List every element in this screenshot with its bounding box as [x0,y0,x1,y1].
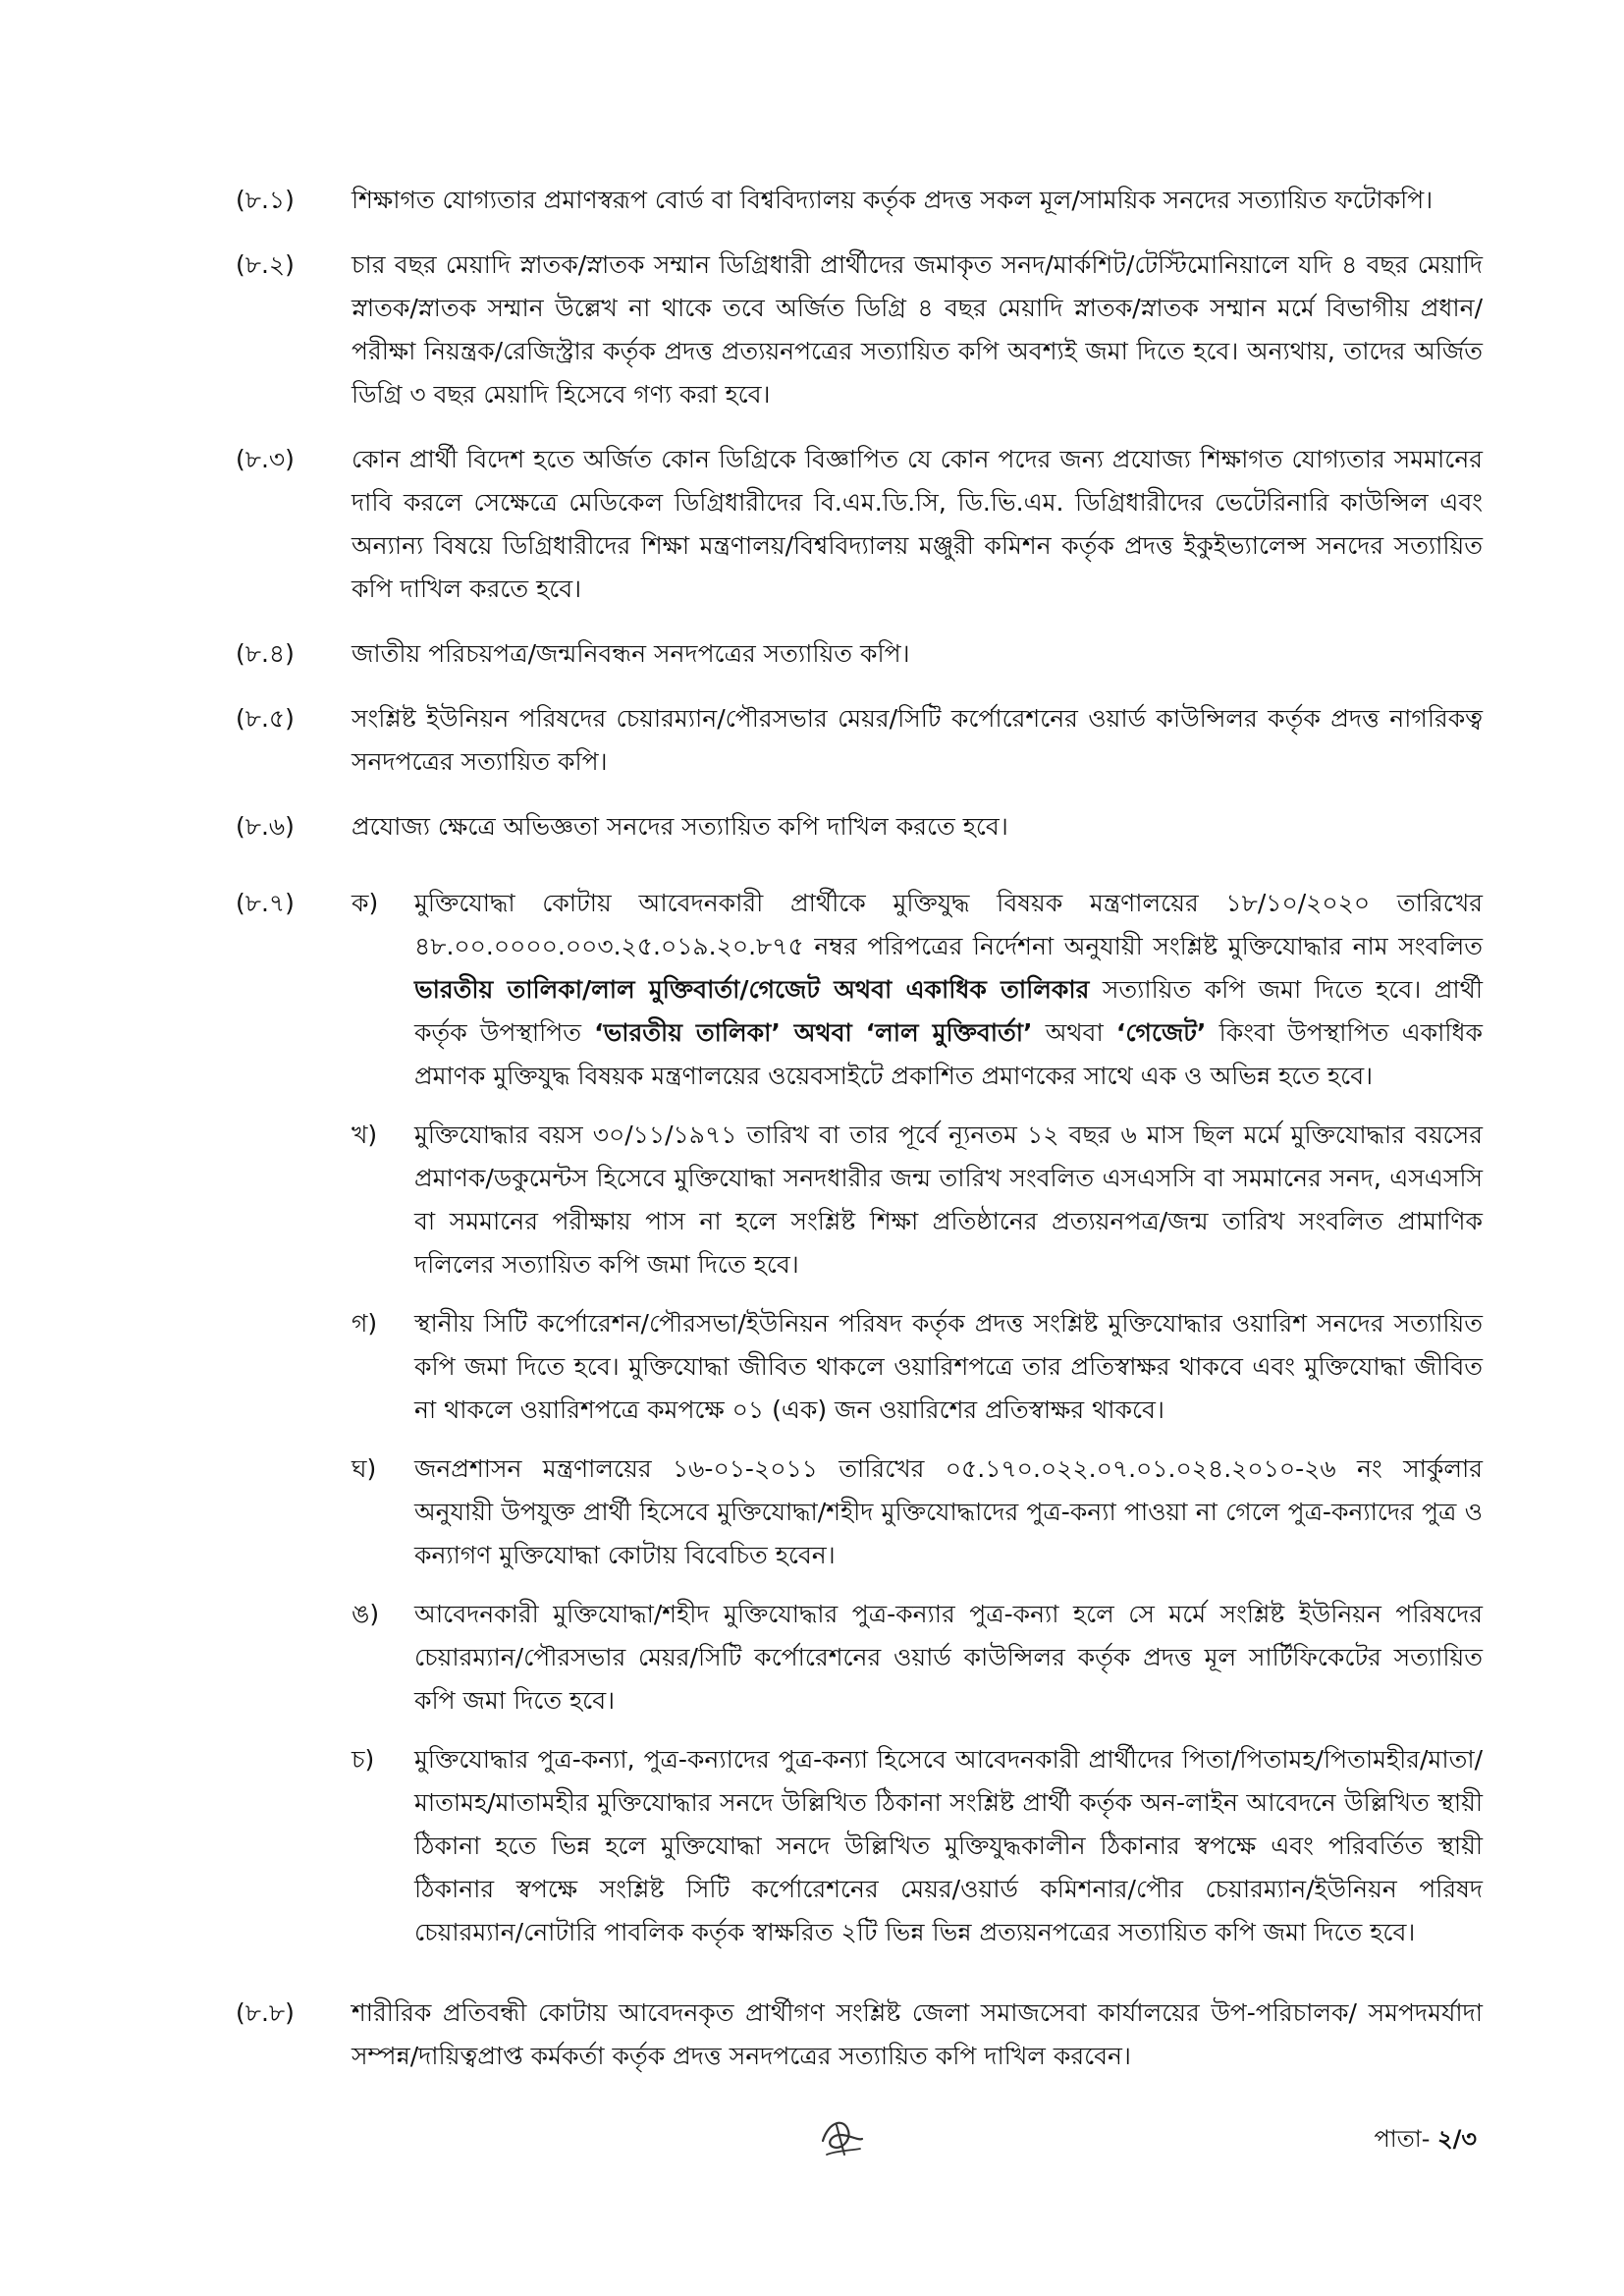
sub-item-label: ঘ) [352,1454,377,1483]
sub-item [352,1738,1483,1954]
sub-item-label: খ) [352,1121,378,1149]
sub-item-text [414,882,1483,1098]
list-item [236,1992,1483,2078]
text-run: অথবা [1032,1018,1116,1047]
item-text: শিক্ষাগত যোগ্যতার প্রমাণস্বরূপ বোর্ড বা বিশ্ববিদ্যালয় কর্তৃক প্রদত্ত সকল মূল/সাময়িক সনদের সত্যায়িত ফটোকপি। [352,186,1434,214]
freedom-fighter-quota-item [236,882,1483,1970]
sub-item-label: ঙ) [352,1600,380,1628]
page-number [1375,2121,1478,2160]
sub-item [352,1302,1483,1432]
sub-item [352,1593,1483,1722]
item-number: (৮.৪) [236,639,295,668]
bold-text-run: ভারতীয় তালিকা/লাল মুক্তিবার্তা/গেজেট অথবা একাধিক তালিকার [414,975,1090,1004]
item-number: (৮.৮) [236,1998,295,2027]
sub-item [352,1114,1483,1286]
list-item [236,697,1483,784]
sub-item-text: আবেদনকারী মুক্তিযোদ্ধা/শহীদ মুক্তিযোদ্ধার পুত্র-কন্যার পুত্র-কন্যা হলে সে মর্মে সংশ্লিষ্ট ইউনিয়ন পরিষদের চেয়ারম্যান/পৌরসভার মেয়র/সিটি কর্পোরেশনের ওয়ার্ড কাউন্সিলর কর্তৃক প্রদত্ত মূল সার্টিফিকেটের সত্যায়িত কপি জমা দিতে হবে। [414,1600,1483,1715]
text-run: মুক্তিযোদ্ধা কোটায় আবেদনকারী প্রার্থীকে মুক্তিযুদ্ধ বিষয়ক মন্ত্রণালয়ের ১৮/১০/২০২০ তারিখের ৪৮.০০.০০০০.০০৩.২৫.০১৯.২০.৮৭৫ নম্বর পরিপত্রের নির্দেশনা অনুযায়ী সংশ্লিষ্ট মুক্তিযোদ্ধার নাম সংবলিত [414,889,1483,960]
item-text: শারীরিক প্রতিবন্ধী কোটায় আবেদনকৃত প্রার্থীগণ সংশ্লিষ্ট জেলা সমাজসেবা কার্যালয়ের উপ-পরিচালক/ সমপদমর্যাদা সম্পন্ন/দায়িত্বপ্রাপ্ত কর্মকর্তা কর্তৃক প্রদত্ত সনদপত্রের সত্যায়িত কপি দাখিল করবেন। [352,1998,1483,2070]
text-run: সত্যায়িত কপি জমা দিতে হবে। প্রার্থী কর্তৃক উপস্থাপিত [414,975,1483,1047]
list-item [236,805,1483,848]
list-item [236,244,1483,416]
bold-text-run: ‘ভারতীয় তালিকা’ অথবা ‘লাল মুক্তিবার্তা’ [594,1018,1033,1047]
sub-item-label: চ) [352,1745,375,1774]
sub-item [352,882,1483,1098]
item-number: (৮.৩) [236,445,295,473]
item-text: প্রযোজ্য ক্ষেত্রে অভিজ্ঞতা সনদের সত্যায়িত কপি দাখিল করতে হবে। [352,812,1008,841]
sub-item-text: স্থানীয় সিটি কর্পোরেশন/পৌরসভা/ইউনিয়ন পরিষদ কর্তৃক প্রদত্ত সংশ্লিষ্ট মুক্তিযোদ্ধার ওয়ারিশ সনদের সত্যায়িত কপি জমা দিতে হবে। মুক্তিযোদ্ধা জীবিত থাকলে ওয়ারিশপত্রে তার প্রতিস্বাক্ষর থাকবে এবং মুক্তিযোদ্ধা জীবিত না থাকলে ওয়ারিশপত্রে কমপক্ষে ০১ (এক) জন ওয়ারিশের প্রতিস্বাক্ষর থাকবে। [414,1309,1483,1424]
signature-mark [815,2111,870,2162]
sub-item-text: মুক্তিযোদ্ধার বয়স ৩০/১১/১৯৭১ তারিখ বা তার পূর্বে ন্যূনতম ১২ বছর ৬ মাস ছিল মর্মে মুক্তিযোদ্ধার বয়সের প্রমাণক/ডকুমেন্টস হিসেবে মুক্তিযোদ্ধা সনদধারীর জন্ম তারিখ সংবলিত এসএসসি বা সমমানের সনদ, এসএসসি বা সমমানের পরীক্ষায় পাস না হলে সংশ্লিষ্ট শিক্ষা প্রতিষ্ঠানের প্রত্যয়নপত্র/জন্ম তারিখ সংবলিত প্রামাণিক দলিলের সত্যায়িত কপি জমা দিতে হবে। [414,1121,1483,1279]
sub-item-list [352,882,1483,1970]
page-label: পাতা- [1374,2125,1438,2153]
item-number: (৮.৬) [236,812,295,841]
item-text: কোন প্রার্থী বিদেশ হতে অর্জিত কোন ডিগ্রিকে বিজ্ঞাপিত যে কোন পদের জন্য প্রযোজ্য শিক্ষাগত যোগ্যতার সমমানের দাবি করলে সেক্ষেত্রে মেডিকেল ডিগ্রিধারীদের বি.এম.ডি.সি, ডি.ভি.এম. ডিগ্রিধারীদের ভেটেরিনারি কাউন্সিল এবং অন্যান্য বিষয়ে ডিগ্রিধারীদের শিক্ষা মন্ত্রণালয়/বিশ্ববিদ্যালয় মঞ্জুরী কমিশন কর্তৃক প্রদত্ত ইকুইভ্যালেন্স সনদের সত্যায়িত কপি দাখিল করতে হবে। [352,445,1483,603]
page-number-value: ২/৩ [1437,2125,1477,2153]
item-text: জাতীয় পরিচয়পত্র/জন্মনিবন্ধন সনদপত্রের সত্যায়িত কপি। [352,639,910,668]
sub-item [352,1448,1483,1577]
item-number: (৮.২) [236,250,295,279]
item-number: (৮.৭) [236,889,295,917]
sub-item-label: গ) [352,1309,378,1338]
item-text: সংশ্লিষ্ট ইউনিয়ন পরিষদের চেয়ারম্যান/পৌরসভার মেয়র/সিটি কর্পোরেশনের ওয়ার্ড কাউন্সিলর কর্তৃক প্রদত্ত নাগরিকত্ব সনদপত্রের সত্যায়িত কপি। [352,704,1483,776]
requirements-list [236,179,1483,2100]
sub-item-text: মুক্তিযোদ্ধার পুত্র-কন্যা, পুত্র-কন্যাদের পুত্র-কন্যা হিসেবে আবেদনকারী প্রার্থীদের পিতা/পিতামহ/পিতামহীর/মাতা/মাতামহ/মাতামহীর মুক্তিযোদ্ধার সনদে উল্লিখিত ঠিকানা সংশ্লিষ্ট প্রার্থী কর্তৃক অন-লাইন আবেদনে উল্লিখিত স্থায়ী ঠিকানা হতে ভিন্ন হলে মুক্তিযোদ্ধা সনদে উল্লিখিত মুক্তিযুদ্ধকালীন ঠিকানার স্বপক্ষে এবং পরিবর্তিত স্থায়ী ঠিকানার স্বপক্ষে সংশ্লিষ্ট সিটি কর্পোরেশনের মেয়র/ওয়ার্ড কমিশনার/পৌর চেয়ারম্যান/ইউনিয়ন পরিষদ চেয়ারম্যান/নোটারি পাবলিক কর্তৃক স্বাক্ষরিত ২টি ভিন্ন ভিন্ন প্রত্যয়নপত্রের সত্যায়িত কপি জমা দিতে হবে। [414,1745,1483,1946]
list-item [236,438,1483,611]
list-item [236,179,1483,222]
sub-item-label: ক) [352,889,379,917]
list-item [236,632,1483,676]
item-number: (৮.৫) [236,704,295,733]
sub-item-text: জনপ্রশাসন মন্ত্রণালয়ের ১৬-০১-২০১১ তারিখের ০৫.১৭০.০২২.০৭.০১.০২৪.২০১০-২৬ নং সার্কুলার অনুযায়ী উপযুক্ত প্রার্থী হিসেবে মুক্তিযোদ্ধা/শহীদ মুক্তিযোদ্ধাদের পুত্র-কন্যা পাওয়া না গেলে পুত্র-কন্যাদের পুত্র ও কন্যাগণ মুক্তিযোদ্ধা কোটায় বিবেচিত হবেন। [414,1454,1483,1569]
bold-text-run: ‘গেজেট’ [1115,1018,1207,1047]
text-run: কিংবা উপস্থাপিত একাধিক প্রমাণক মুক্তিযুদ্ধ বিষয়ক মন্ত্রণালয়ের ওয়েবসাইটে প্রকাশিত প্রমাণকের সাথে এক ও অভিন্ন হতে হবে। [414,1018,1483,1090]
item-text: চার বছর মেয়াদি স্নাতক/স্নাতক সম্মান ডিগ্রিধারী প্রার্থীদের জমাকৃত সনদ/মার্কশিট/টেস্টিমোনিয়ালে যদি ৪ বছর মেয়াদি স্নাতক/স্নাতক সম্মান উল্লেখ না থাকে তবে অর্জিত ডিগ্রি ৪ বছর মেয়াদি স্নাতক/স্নাতক সম্মান মর্মে বিভাগীয় প্রধান/পরীক্ষা নিয়ন্ত্রক/রেজিস্ট্রার কর্তৃক প্রদত্ত প্রত্যয়নপত্রের সত্যায়িত কপি অবশ্যই জমা দিতে হবে। অন্যথায়, তাদের অর্জিত ডিগ্রি ৩ বছর মেয়াদি হিসেবে গণ্য করা হবে। [352,250,1483,409]
item-number: (৮.১) [236,186,295,214]
